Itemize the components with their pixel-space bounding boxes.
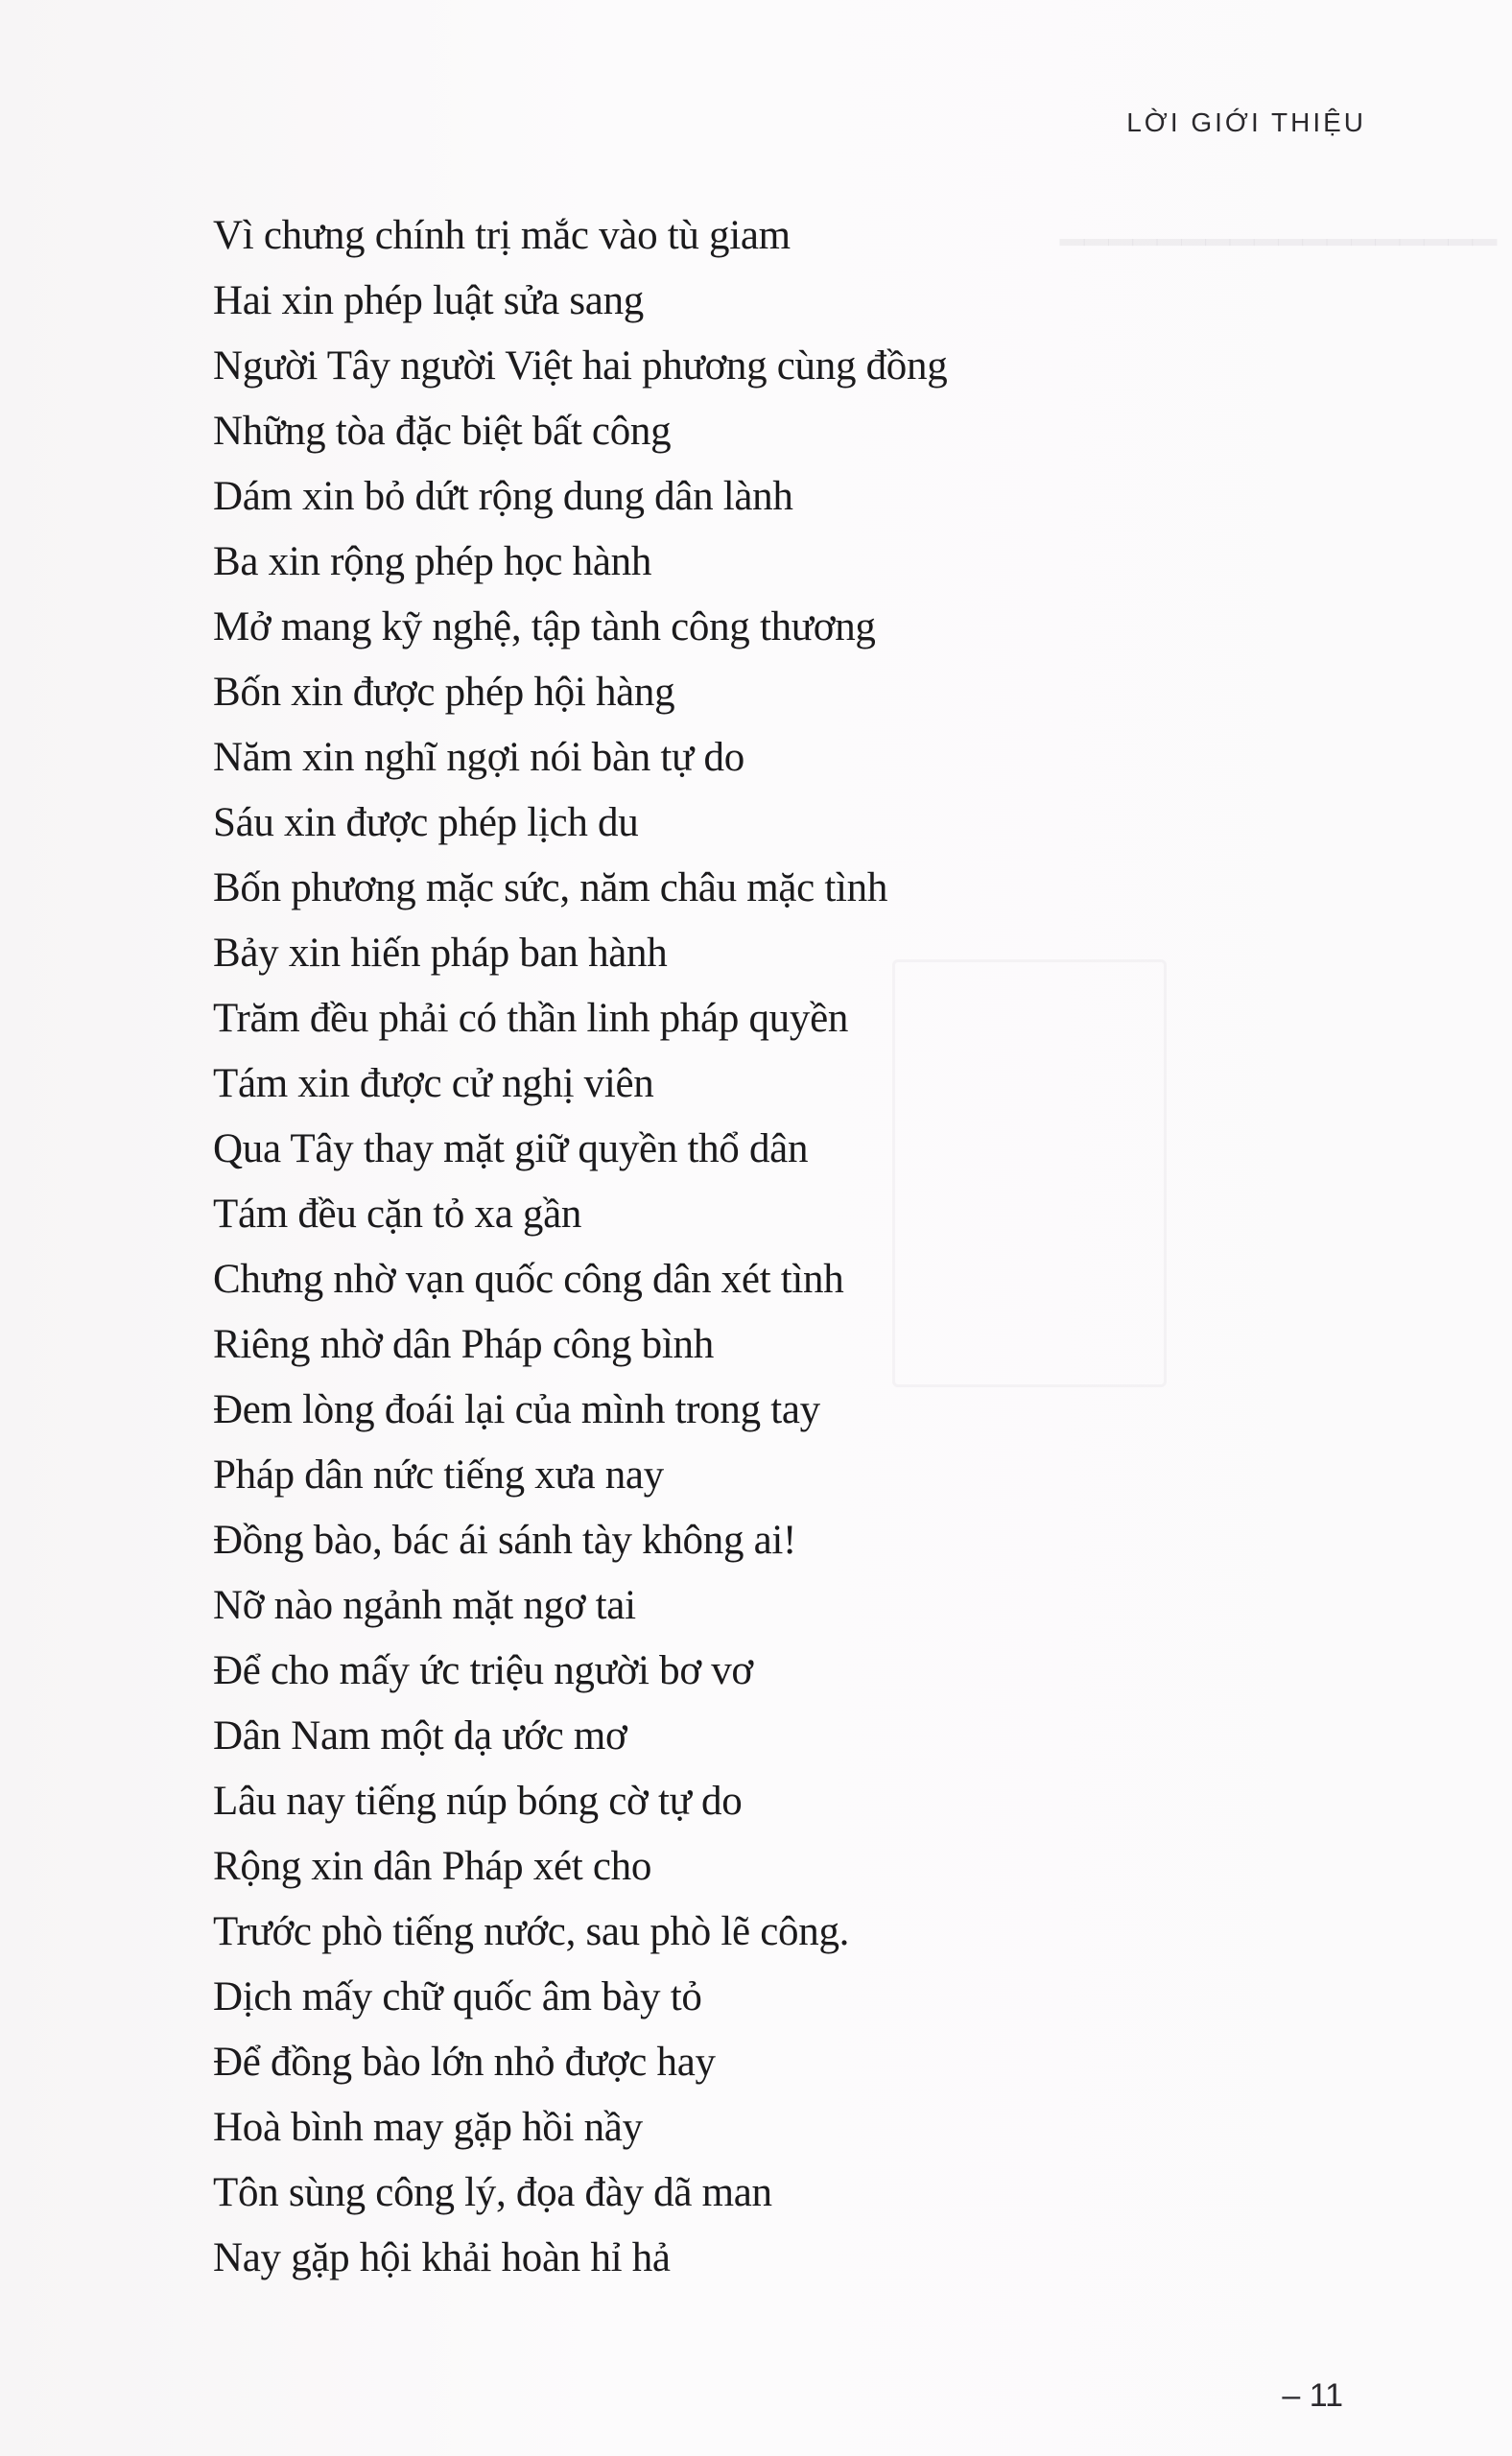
poem-line: Để cho mấy ức triệu người bơ vơ (213, 1648, 753, 1693)
poem-line: Dám xin bỏ dứt rộng dung dân lành (213, 474, 793, 519)
running-header: LỜI GIỚI THIỆU (1126, 107, 1366, 137)
poem-line: Đồng bào, bác ái sánh tày không ai! (213, 1518, 797, 1563)
poem-line: Bảy xin hiến pháp ban hành (213, 931, 668, 976)
poem-line: Pháp dân nức tiếng xưa nay (213, 1452, 664, 1498)
poem-line: Rộng xin dân Pháp xét cho (213, 1844, 652, 1889)
page-number: – 11 (1282, 2377, 1343, 2414)
poem-line: Tôn sùng công lý, đọa đày dã man (213, 2170, 772, 2215)
poem-line: Vì chưng chính trị mắc vào tù giam (213, 213, 791, 258)
poem-line: Tám xin được cử nghị viên (213, 1061, 654, 1106)
poem-line: Nỡ nào ngảnh mặt ngơ tai (213, 1583, 636, 1628)
show-through-background: ━━━━━━━━━━━━━━━━━━ (1059, 222, 1497, 266)
poem-line: Chưng nhờ vạn quốc công dân xét tình (213, 1257, 844, 1302)
poem-line: Đem lòng đoái lại của mình trong tay (213, 1387, 820, 1432)
poem-line: Dịch mấy chữ quốc âm bày tỏ (213, 1974, 702, 2019)
poem-line: Qua Tây thay mặt giữ quyền thổ dân (213, 1126, 809, 1171)
poem-line: Dân Nam một dạ ước mơ (213, 1713, 627, 1759)
poem-line: Riêng nhờ dân Pháp công bình (213, 1322, 714, 1367)
poem-line: Để đồng bào lớn nhỏ được hay (213, 2040, 716, 2085)
poem-line: Nay gặp hội khải hoàn hỉ hả (213, 2235, 671, 2280)
poem-line: Hoà bình may gặp hồi nầy (213, 2105, 643, 2150)
poem-line: Bốn xin được phép hội hàng (213, 670, 675, 715)
poem-line: Bốn phương mặc sức, năm châu mặc tình (213, 865, 888, 910)
poem-line: Người Tây người Việt hai phương cùng đồng (213, 343, 948, 389)
poem-line: Ba xin rộng phép học hành (213, 539, 652, 584)
poem-line: Sáu xin được phép lịch du (213, 800, 639, 845)
poem-line: Hai xin phép luật sửa sang (213, 278, 644, 323)
poem-line: Trước phò tiếng nước, sau phò lẽ công. (213, 1909, 850, 1954)
poem-line: Năm xin nghĩ ngợi nói bàn tự do (213, 735, 744, 780)
poem-line: Trăm đều phải có thần linh pháp quyền (213, 996, 849, 1041)
poem-line: Lâu nay tiếng núp bóng cờ tự do (213, 1779, 743, 1824)
poem-line: Những tòa đặc biệt bất công (213, 409, 672, 454)
poem-line: Mở mang kỹ nghệ, tập tành công thương (213, 604, 876, 649)
poem-line: Tám đều cặn tỏ xa gần (213, 1192, 582, 1237)
poem-text (213, 203, 1076, 2291)
